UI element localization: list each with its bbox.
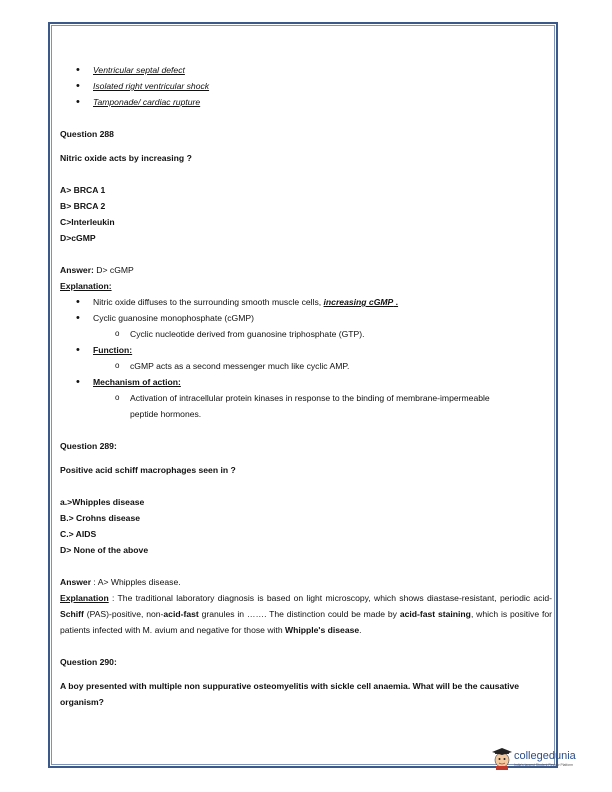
list-item: • Mechanism of action: xyxy=(60,374,552,390)
option-a: A> BRCA 1 xyxy=(60,185,106,195)
list-item: • Function: xyxy=(60,342,552,358)
list-item: o Cyclic nucleotide derived from guanosine triphosphate (GTP). xyxy=(60,326,552,342)
list-item: • Isolated right ventricular shock xyxy=(60,78,552,94)
sub-list xyxy=(60,326,552,342)
logo-tagline: India's largest Student Review Platform xyxy=(514,763,574,767)
question-288-title: Question 288 xyxy=(60,129,114,139)
question-290-text: A boy presented with multiple non suppurative osteomyelitis with sickle cell anaemia. What will be the causative organism? xyxy=(60,681,520,707)
option-c: C.> AIDS xyxy=(60,529,97,539)
list-item: o cGMP acts as a second messenger much like cyclic AMP. xyxy=(60,358,552,374)
answer-288: Answer: D> cGMP xyxy=(60,265,134,275)
list-item: • Nitric oxide diffuses to the surrounding smooth muscle cells, increasing cGMP . xyxy=(60,294,552,310)
option-c: C>Interleukin xyxy=(60,217,115,227)
explanation-288-list xyxy=(60,294,552,326)
list-item: o Activation of intracellular protein kinases in response to the binding of membrane-impermeable peptide hormones. xyxy=(60,390,490,422)
explanation-288-label: Explanation: xyxy=(60,281,112,291)
question-288-text: Nitric oxide acts by increasing ? xyxy=(60,153,192,163)
option-d: D>cGMP xyxy=(60,233,96,243)
option-b: B.> Crohns disease xyxy=(60,513,140,523)
logo-name: collegedunia xyxy=(514,750,576,762)
document-content xyxy=(60,62,552,710)
answer-289: Answer : A> Whipples disease. xyxy=(60,577,181,587)
option-d: D> None of the above xyxy=(60,545,149,555)
list-item: • Tamponade/ cardiac rupture xyxy=(60,94,552,110)
option-b: B> BRCA 2 xyxy=(60,201,106,211)
collegedunia-logo xyxy=(492,748,576,772)
question-289-title: Question 289: xyxy=(60,441,117,451)
question-289-text: Positive acid schiff macrophages seen in ? xyxy=(60,465,236,475)
question-290-title: Question 290: xyxy=(60,657,117,667)
mascot-icon xyxy=(492,748,512,770)
list-item: • Cyclic guanosine monophosphate (cGMP) xyxy=(60,310,552,326)
option-a: a.>Whipples disease xyxy=(60,497,145,507)
list-item: • Ventricular septal defect xyxy=(60,62,552,78)
explanation-289: Explanation : The traditional laboratory diagnosis is based on light microscopy, which shows diastase-resistant, periodic acid-Schiff (PAS)-positive, non-acid-fast granules in ……. The distinction could be made by acid-fast staining, which is positive for patients infected with M. avium and negative for those with Whipple's disease. xyxy=(60,593,552,635)
top-bullet-list xyxy=(60,62,552,110)
